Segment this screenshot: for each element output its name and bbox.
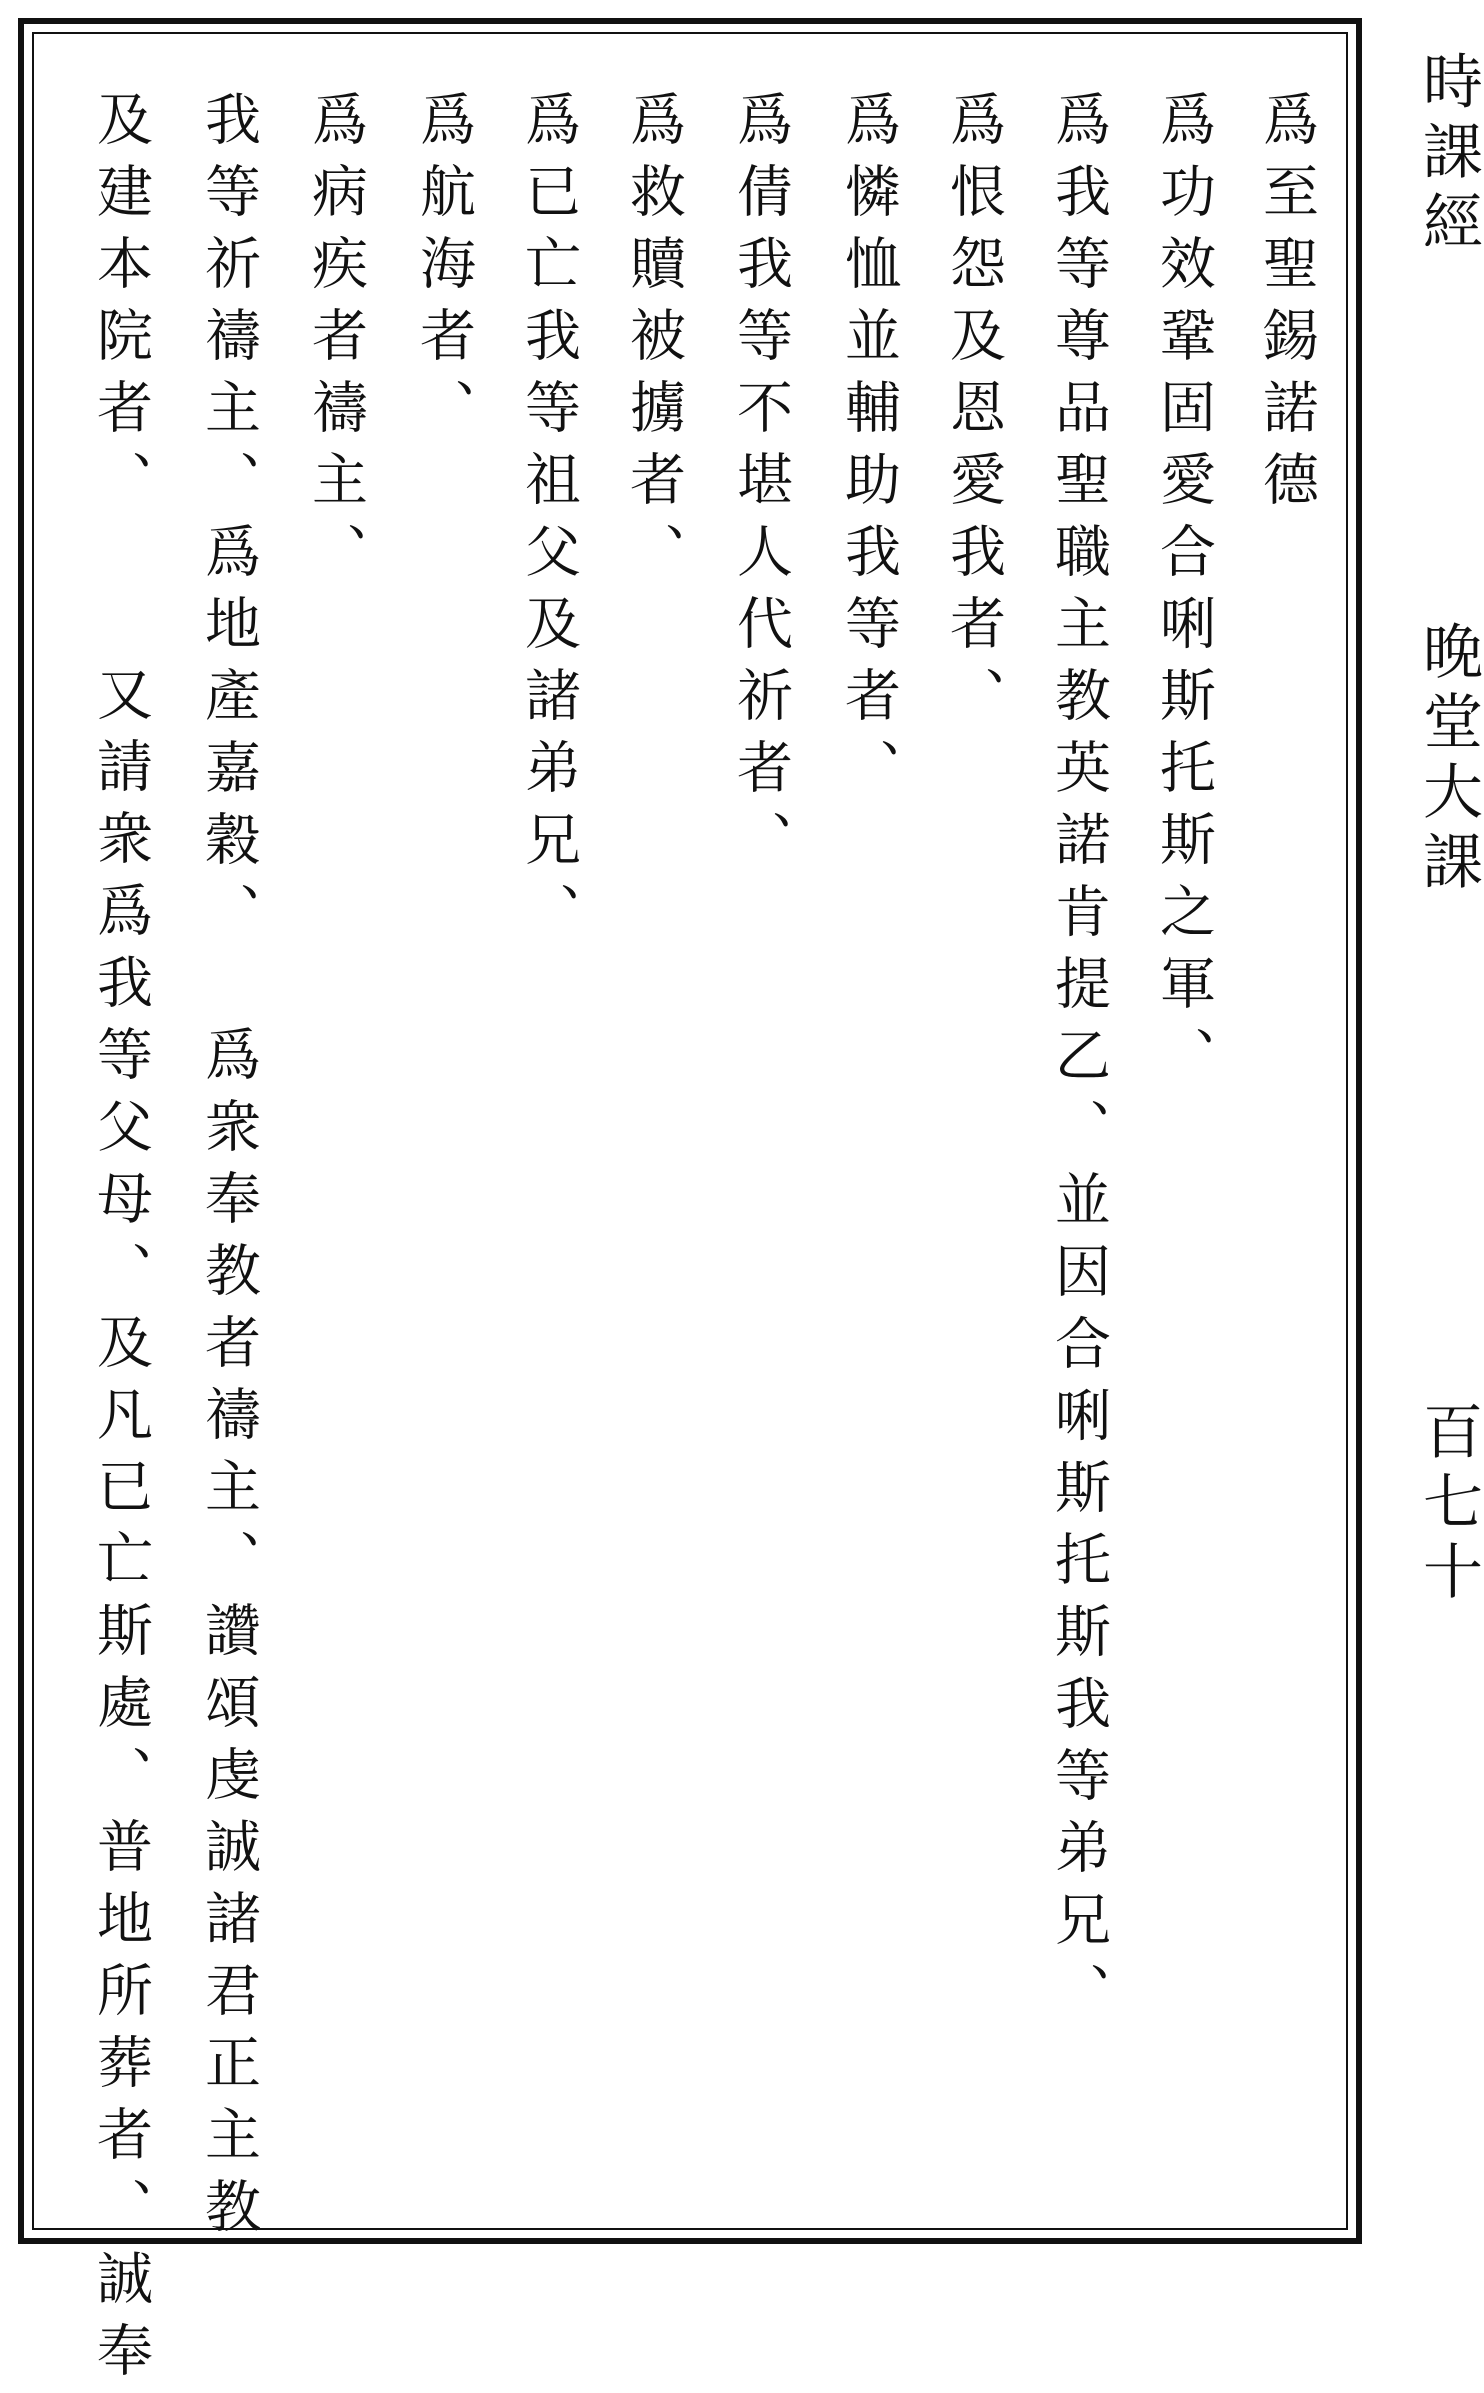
book-title: 時課經 (1413, 50, 1483, 260)
text-column-3: 爲我等尊品聖職主教英諾肯提乙、並因合唎斯托斯我等弟兄、 (1046, 90, 1111, 2034)
text-column-6: 爲倩我等不堪人代祈者、 (728, 90, 793, 882)
text-column-14: 又請衆爲我等父母、及凡已亡斯處、普地所葬者、誠奉 (88, 665, 153, 2393)
page-number: 百七十 (1413, 1400, 1483, 1610)
text-column-12: 爲衆奉教者禱主、讚頌虔誠諸君正主教 (196, 1025, 261, 2249)
section-title: 晚堂大課 (1413, 620, 1483, 900)
text-column-2: 爲功效鞏固愛合唎斯托斯之軍、 (1151, 90, 1216, 1098)
text-column-1: 爲至聖錫諾德 (1254, 90, 1319, 522)
text-column-13: 及建本院者、 (88, 90, 153, 522)
text-column-8: 爲已亡我等祖父及諸弟兄、 (516, 90, 581, 954)
text-column-7: 爲救贖被擄者、 (621, 90, 686, 594)
text-column-5: 爲憐恤並輔助我等者、 (836, 90, 901, 810)
text-column-11: 我等祈禱主、爲地產嘉穀、 (196, 90, 261, 954)
text-column-10: 爲病疾者禱主、 (303, 90, 368, 594)
text-column-9: 爲航海者、 (411, 90, 476, 450)
text-column-4: 爲恨怨及恩愛我者、 (941, 90, 1006, 738)
